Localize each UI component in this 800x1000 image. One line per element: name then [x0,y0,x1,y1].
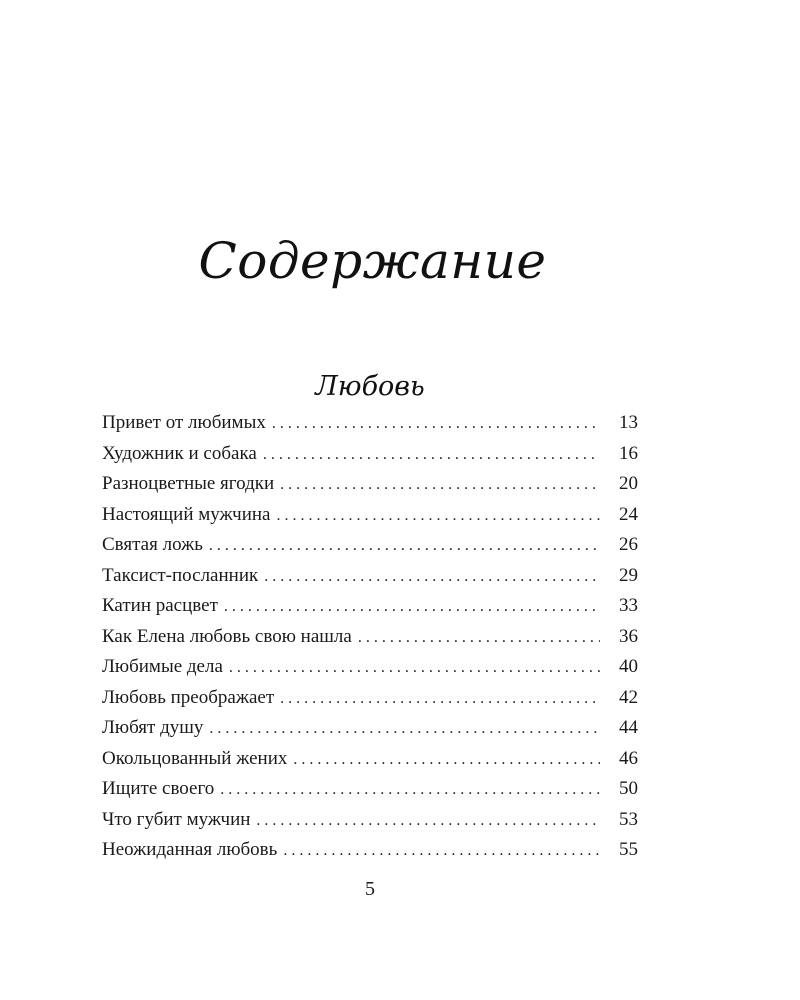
toc-entry [102,591,638,622]
toc-entry-page: 44 [619,717,638,738]
toc-entry-page: 46 [619,747,638,769]
section-title: Любовь [315,371,425,402]
toc-entry-title: Художник и собака [102,442,257,464]
toc-entry-page: 42 [619,686,638,708]
dot-leader [293,745,600,775]
toc-entry-page: 33 [619,595,638,616]
toc-entry-page: 20 [619,473,638,494]
toc-entry [102,530,638,561]
page-number: 5 [365,878,375,900]
toc-entry [102,652,638,683]
toc-entry-page: 53 [619,808,638,830]
toc-entry-title: Разноцветные ягодки [102,473,275,494]
toc-entry-title: Любят душу [102,717,204,738]
toc-entry [102,713,638,744]
toc-entry-title: Привет от любимых [102,412,266,433]
toc-entry-title: Любимые дела [102,656,223,677]
dot-leader [224,592,600,622]
toc-entry [102,835,638,866]
dot-leader [229,653,600,683]
toc-entry [102,408,638,439]
toc-entry [102,683,638,714]
toc-entry [102,439,638,470]
toc-entry [102,500,638,531]
toc-entry-title: Таксист-посланник [102,564,259,586]
toc-entry-title: Окольцованный жених [102,747,288,769]
toc-entry-title: Святая ложь [102,534,203,555]
dot-leader [209,714,600,744]
dot-leader [220,775,600,805]
toc-entry [102,744,638,775]
toc-entry-page: 16 [619,442,638,464]
toc-entry [102,774,638,805]
dot-leader [358,623,600,653]
toc-entry-page: 24 [619,503,638,525]
table-of-contents [102,408,638,866]
dot-leader [283,836,600,866]
toc-entry-page: 29 [619,564,638,586]
toc-entry [102,469,638,500]
toc-entry-title: Ищите своего [102,778,215,799]
dot-leader [263,440,600,470]
dot-leader [280,470,600,500]
toc-entry-page: 50 [619,778,638,799]
toc-entry-page: 26 [619,534,638,555]
toc-entry-title: Катин расцвет [102,595,218,616]
toc-entry-title: Неожиданная любовь [102,839,278,860]
dot-leader [272,409,600,439]
toc-entry [102,561,638,592]
toc-entry-title: Настоящий мужчина [102,503,271,525]
dot-leader [264,562,600,592]
toc-entry-page: 13 [619,412,638,433]
toc-entry-page: 55 [619,839,638,860]
dot-leader [256,806,600,836]
toc-entry-title: Что губит мужчин [102,808,251,830]
dot-leader [277,501,601,531]
dot-leader [280,684,600,714]
toc-entry-page: 36 [619,625,638,647]
dot-leader [209,531,600,561]
contents-title: Содержание [198,232,547,290]
toc-entry-title: Как Елена любовь свою нашла [102,625,352,647]
toc-entry-title: Любовь преображает [102,686,275,708]
toc-entry [102,805,638,836]
toc-entry [102,622,638,653]
toc-entry-page: 40 [619,656,638,677]
